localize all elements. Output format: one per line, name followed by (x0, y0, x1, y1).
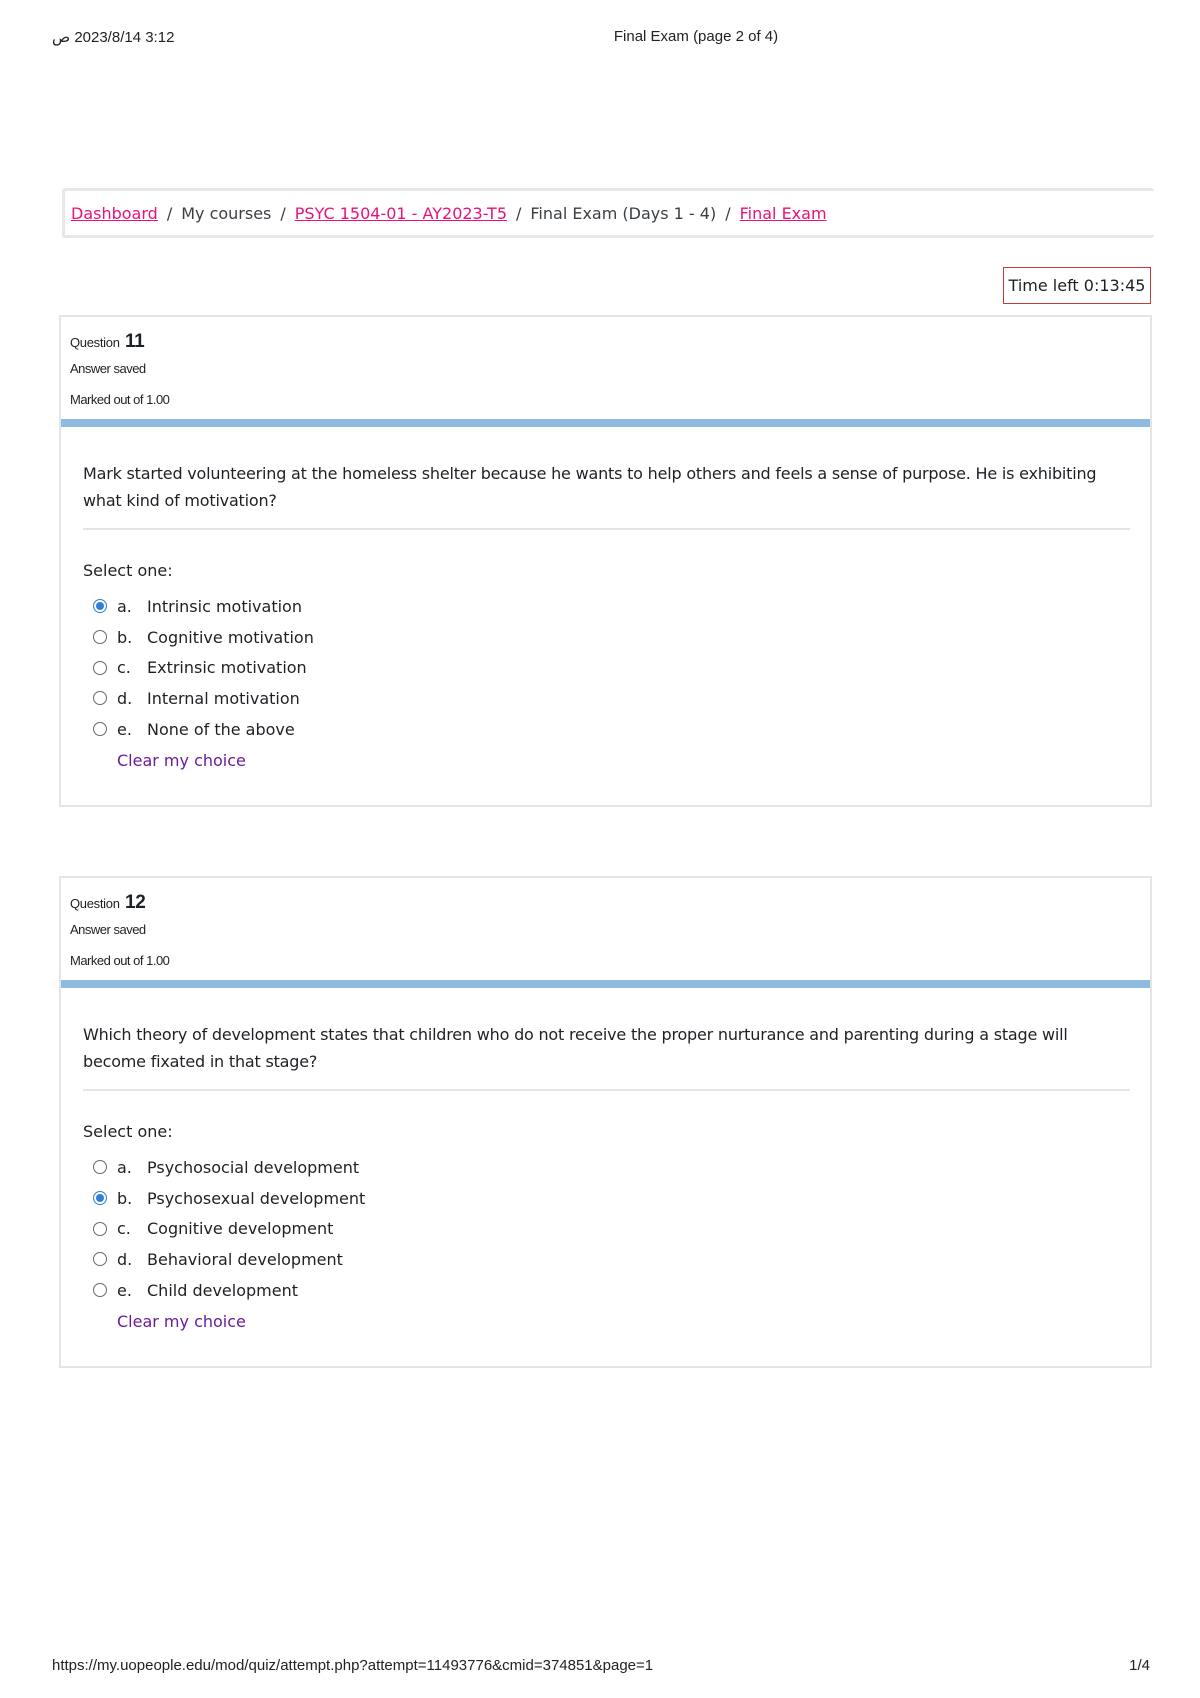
answer-option[interactable] (83, 1244, 1130, 1275)
question-content (61, 427, 1150, 781)
option-letter: c. (117, 1219, 131, 1239)
print-footer (0, 1657, 1200, 1679)
answer-option[interactable] (83, 1183, 1130, 1214)
breadcrumb-final-exam-link[interactable]: Final Exam (739, 203, 827, 223)
print-url: https://my.uopeople.edu/mod/quiz/attempt.php?attempt=11493776&cmid=374851&page=1 (52, 1657, 654, 1674)
answer-option[interactable] (83, 683, 1130, 714)
option-text: Child development (147, 1280, 298, 1300)
answer-option[interactable] (83, 714, 1130, 745)
option-letter: c. (117, 658, 131, 678)
question-card (59, 315, 1152, 807)
radio-button[interactable] (93, 1191, 107, 1205)
question-number: Question 11 (70, 331, 145, 352)
breadcrumb-course-link[interactable]: PSYC 1504-01 - AY2023-T5 (294, 203, 507, 223)
question-state: Answer saved (70, 922, 146, 937)
breadcrumb-my-courses: My courses (181, 203, 272, 223)
answer-option[interactable] (83, 622, 1130, 653)
option-letter: b. (117, 1188, 133, 1208)
option-letter: e. (117, 1280, 132, 1300)
breadcrumb-dashboard-link[interactable]: Dashboard (71, 203, 158, 223)
question-state: Answer saved (70, 361, 146, 376)
option-text: Internal motivation (147, 688, 300, 708)
answer-option[interactable] (83, 652, 1130, 683)
question-card (59, 876, 1152, 1368)
option-text: Psychosocial development (147, 1157, 360, 1177)
clear-choice-link[interactable]: Clear my choice (117, 1312, 246, 1332)
option-text: Behavioral development (147, 1249, 343, 1269)
answer-option[interactable] (83, 1275, 1130, 1306)
option-letter: b. (117, 627, 133, 647)
option-letter: d. (117, 1249, 133, 1269)
option-letter: d. (117, 688, 133, 708)
question-divider-bar (61, 980, 1150, 988)
answer-option[interactable] (83, 1213, 1130, 1244)
option-text: Cognitive development (147, 1219, 334, 1239)
option-text: Cognitive motivation (147, 627, 314, 647)
answer-option[interactable] (83, 1152, 1130, 1183)
breadcrumb-separator: / (516, 203, 522, 223)
answer-option[interactable] (83, 591, 1130, 622)
question-text: Mark started volunteering at the homeless shelter because he wants to help others and feels a sense of purpose. He is exhibiting what kind of motivation? (83, 427, 1130, 530)
clear-choice-link[interactable]: Clear my choice (117, 751, 246, 771)
radio-button[interactable] (93, 691, 107, 705)
print-header (0, 28, 1200, 50)
option-text: Psychosexual development (147, 1188, 366, 1208)
question-text: Which theory of development states that children who do not receive the proper nurturance and parenting during a stage will become fixated in that stage? (83, 988, 1130, 1091)
question-number: Question 12 (70, 892, 146, 913)
radio-button[interactable] (93, 630, 107, 644)
print-datetime: 3:12 2023/8/14 ص (52, 29, 175, 46)
radio-button[interactable] (93, 661, 107, 675)
radio-button[interactable] (93, 1222, 107, 1236)
breadcrumb-section: Final Exam (Days 1 - 4) (530, 203, 717, 223)
print-title: Final Exam (page 2 of 4) (613, 28, 779, 45)
option-letter: a. (117, 1157, 132, 1177)
radio-button[interactable] (93, 1283, 107, 1297)
print-page-number: 1/4 (1129, 1657, 1150, 1674)
radio-button[interactable] (93, 1160, 107, 1174)
select-one-prompt: Select one: (83, 561, 173, 580)
option-letter: a. (117, 596, 132, 616)
radio-button[interactable] (93, 599, 107, 613)
option-text: Intrinsic motivation (147, 596, 302, 616)
breadcrumb-separator: / (166, 203, 173, 223)
select-one-prompt: Select one: (83, 1122, 173, 1141)
question-grade: Marked out of 1.00 (70, 953, 170, 968)
breadcrumb (62, 188, 1154, 238)
option-text: Extrinsic motivation (147, 658, 307, 678)
radio-button[interactable] (93, 722, 107, 736)
option-text: None of the above (147, 719, 295, 739)
quiz-timer: Time left 0:13:45 (1003, 267, 1151, 304)
question-divider-bar (61, 419, 1150, 427)
question-content (61, 988, 1150, 1342)
option-letter: e. (117, 719, 132, 739)
question-info (61, 317, 1150, 419)
breadcrumb-separator: / (280, 203, 286, 223)
question-info (61, 878, 1150, 980)
breadcrumb-separator: / (725, 203, 731, 223)
question-grade: Marked out of 1.00 (70, 392, 170, 407)
radio-button[interactable] (93, 1252, 107, 1266)
